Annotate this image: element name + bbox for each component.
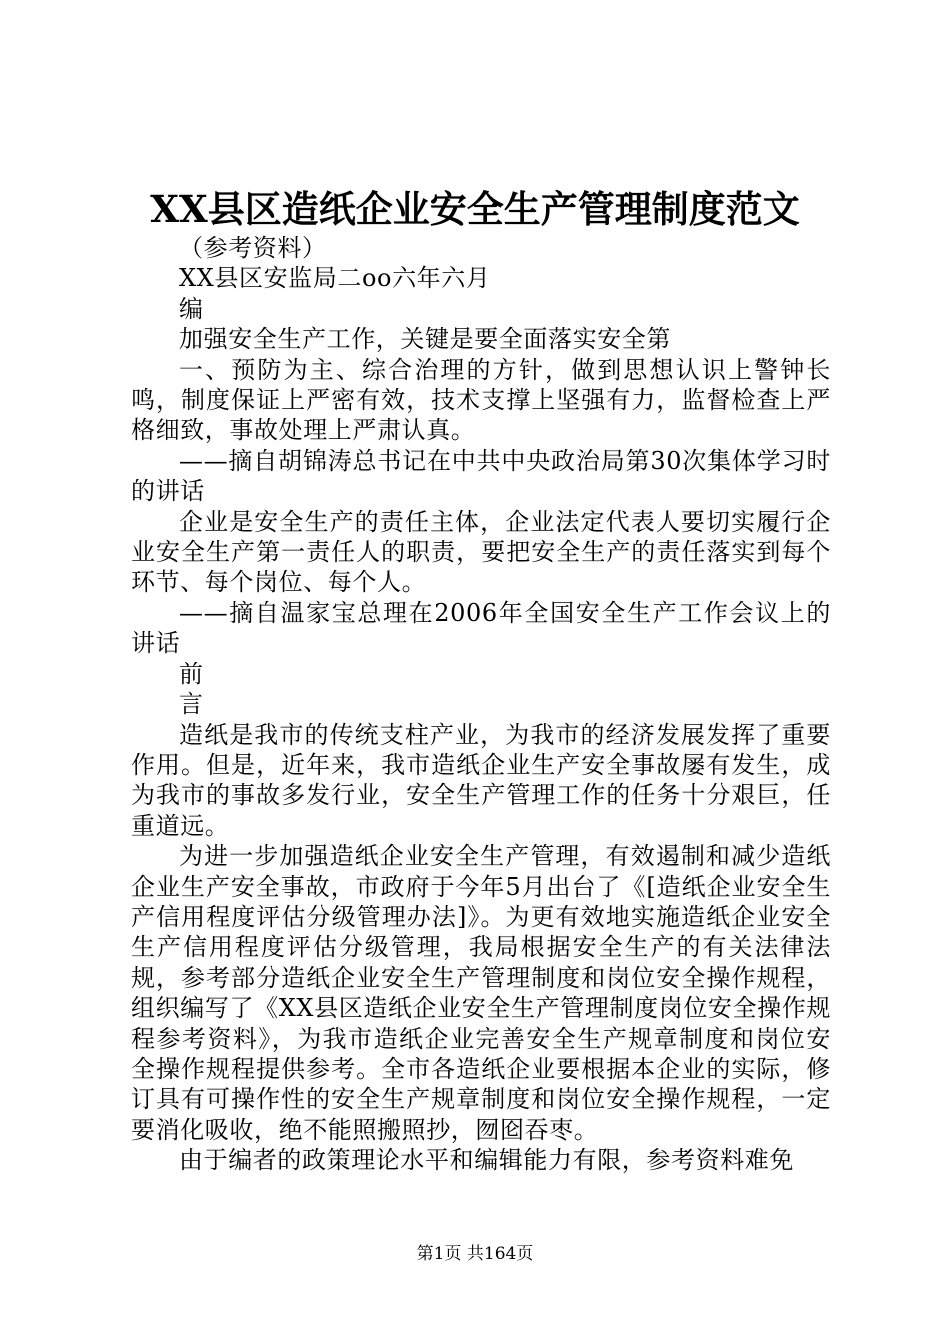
paragraph-issuer-date: XX县区安监局二oo六年六月 [179, 264, 491, 293]
paragraph-preface-3: 由于编者的政策理论水平和编辑能力有限，参考资料难免 [179, 1146, 794, 1175]
paragraph-preface-1: 造纸是我市的传统支柱产业，为我市的经济发展发挥了重要作用。但是，近年来，我市造纸企业生产安全事故屡有发生，成为我市的事故多发行业，安全生产管理工作的任务十分艰巨，任重道远。 [131, 720, 831, 840]
paragraph-quote-intro: 加强安全生产工作，关键是要全面落实安全第 [179, 325, 671, 354]
document-title: XX县区造纸企业安全生产管理制度范文 [150, 187, 800, 231]
paragraph-reference-note: （参考资料） [179, 234, 327, 262]
paragraph-quote-source-2: ——摘自温家宝总理在2006年全国安全生产工作会议上的讲话 [131, 598, 831, 658]
paragraph-quote-source-1: ——摘自胡锦涛总书记在中共中央政治局第30次集体学习时的讲话 [131, 446, 831, 506]
paragraph-quote-2: 企业是安全生产的责任主体，企业法定代表人要切实履行企业安全生产第一责任人的职责，要把安全生产的责任落实到每个环节、每个岗位、每个人。 [131, 507, 831, 597]
heading-preface-1: 前 [179, 659, 204, 688]
document-body [131, 233, 831, 1176]
page-footer: 第1页 共164页 [416, 1244, 534, 1264]
paragraph-editor: 编 [179, 294, 204, 323]
paragraph-preface-2: 为进一步加强造纸企业安全生产管理，有效遏制和减少造纸企业生产安全事故，市政府于今年5月出台了《[造纸企业安全生产信用程度评估分级管理办法]》。为更有效地实施造纸企业安全生产信用程度评估分级管理，我局根据安全生产的有关法律法规，参考部分造纸企业安全生产管理制度和岗位安全操作规程，组织编写了《XX县区造纸企业安全生产管理制度岗位安全操作规程参考资料》，为我市造纸企业完善安全生产规章制度和岗位安全操作规程提供参考。全市各造纸企业要根据本企业的实际，修订具有可操作性的安全生产规章制度和岗位安全操作规程，一定要消化吸收，绝不能照搬照抄，囫囵吞枣。 [131, 842, 831, 1144]
heading-preface-2: 言 [179, 690, 204, 719]
paragraph-quote-body: 一、预防为主、综合治理的方针，做到思想认识上警钟长鸣，制度保证上严密有效，技术支撑上坚强有力，监督检查上严格细致，事故处理上严肃认真。 [131, 355, 831, 445]
